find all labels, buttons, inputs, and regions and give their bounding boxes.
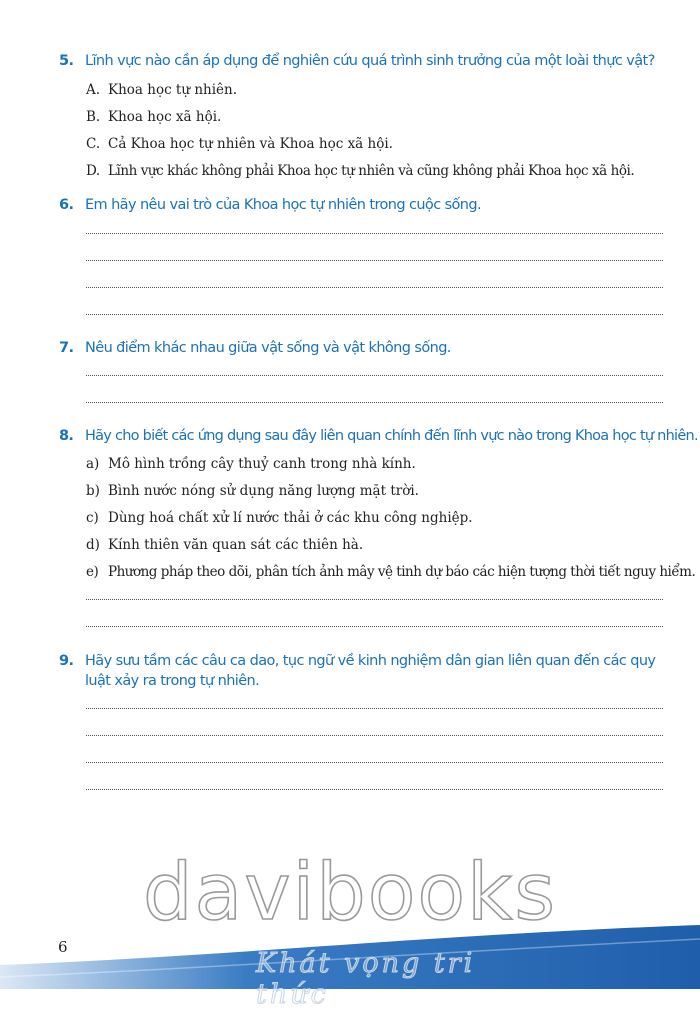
answer-option-a [86,81,676,99]
option-label: D. [86,163,100,179]
answer-line[interactable] [86,287,663,288]
item-label: b) [86,483,100,499]
question-text: Em hãy nêu vai trò của Khoa học tự nhiên trong cuộc sống. [85,197,482,213]
option-label: C. [86,136,101,152]
question-number: 8. [59,428,74,444]
option-text: Cả Khoa học tự nhiên và Khoa học xã hội. [108,136,393,152]
application-item-d [86,536,676,554]
answer-line[interactable] [86,375,663,376]
question-9 [59,651,669,691]
answer-line[interactable] [86,599,663,600]
answer-line[interactable] [86,260,663,261]
watermark-brand-logo: davibooks [143,848,557,938]
option-label: A. [86,82,101,98]
answer-line[interactable] [86,402,663,403]
answer-option-c [86,135,676,153]
question-5 [59,51,669,71]
answer-line[interactable] [86,762,663,763]
item-text: Mô hình trồng cây thuỷ canh trong nhà kính. [108,456,416,472]
answer-line[interactable] [86,314,663,315]
answer-line[interactable] [86,708,663,709]
question-number: 7. [59,340,74,356]
answer-line[interactable] [86,233,663,234]
question-number: 6. [59,197,74,213]
question-text: Hãy sưu tầm các câu ca dao, tục ngữ về kinh nghiệm dân gian liên quan đến các quy luật xảy ra trong tự nhiên. [85,653,656,689]
application-item-b [86,482,676,500]
application-item-c [86,509,676,527]
option-text: Khoa học xã hội. [108,109,222,125]
question-number: 9. [59,653,74,669]
page-number: 6 [58,938,68,956]
item-label: d) [86,537,100,553]
answer-line[interactable] [86,789,663,790]
answer-option-b [86,108,676,126]
watermark-slogan: Khát vọng tri thức [256,948,476,1010]
item-label: a) [86,456,100,472]
question-7 [59,338,669,358]
option-text: Lĩnh vực khác không phải Khoa học tự nhiên và cũng không phải Khoa học xã hội. [108,163,635,179]
option-label: B. [86,109,101,125]
item-text: Phương pháp theo dõi, phân tích ảnh mây vệ tinh dự báo các hiện tượng thời tiết nguy hiểm. [108,564,696,580]
item-text: Bình nước nóng sử dụng năng lượng mặt trời. [108,483,419,499]
question-number: 5. [59,53,74,69]
question-8 [59,426,698,446]
question-text: Nêu điểm khác nhau giữa vật sống và vật không sống. [85,340,451,356]
option-text: Khoa học tự nhiên. [108,82,238,98]
item-label: e) [86,564,99,580]
application-item-e [86,563,696,581]
item-label: c) [86,510,99,526]
answer-option-d [86,162,676,180]
question-6 [59,195,669,215]
question-text: Lĩnh vực nào cần áp dụng để nghiên cứu quá trình sinh trưởng của một loài thực vật? [85,53,655,69]
application-item-a [86,455,676,473]
question-text: Hãy cho biết các ứng dụng sau đây liên quan chính đến lĩnh vực nào trong Khoa học tự nhiên. [85,428,698,444]
answer-line[interactable] [86,735,663,736]
answer-line[interactable] [86,626,663,627]
item-text: Kính thiên văn quan sát các thiên hà. [108,537,364,553]
item-text: Dùng hoá chất xử lí nước thải ở các khu công nghiệp. [108,510,473,526]
